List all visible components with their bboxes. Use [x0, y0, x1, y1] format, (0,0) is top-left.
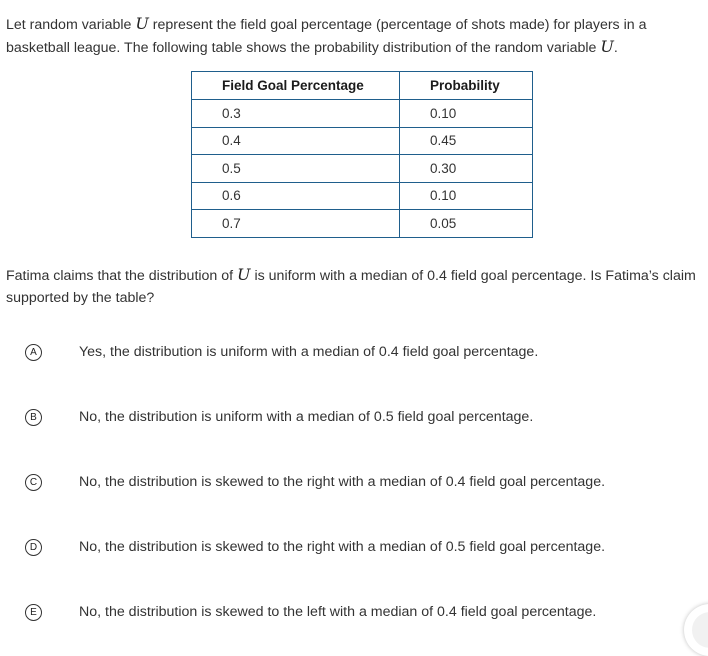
choice-letter-b-badge: B — [25, 409, 42, 426]
probability-cell: 0.10 — [400, 182, 533, 210]
choice-text-d: No, the distribution is skewed to the right with a median of 0.5 field goal percentage. — [79, 539, 606, 555]
question-stem — [6, 13, 706, 59]
claim-text-1: Fatima claims that the distribution of — [6, 268, 238, 284]
choice-text-a: Yes, the distribution is uniform with a median of 0.4 field goal percentage. — [79, 344, 539, 360]
answer-choice-b[interactable] — [0, 398, 708, 438]
choice-letter-a-badge: A — [25, 344, 42, 361]
choice-text-c: No, the distribution is skewed to the right with a median of 0.4 field goal percentage. — [79, 474, 606, 490]
probability-cell: 0.45 — [400, 127, 533, 155]
field-goal-percentage-cell: 0.3 — [192, 100, 400, 128]
answer-choice-e[interactable] — [0, 593, 708, 633]
field-goal-percentage-cell: 0.7 — [192, 210, 400, 238]
answer-choice-d[interactable] — [0, 528, 708, 568]
claim-text-2: is uniform with a median of 0.4 field goal percentage. Is Fatima’s claim supported by the table? — [6, 268, 696, 306]
table-row — [192, 182, 533, 210]
variable-u: U — [600, 37, 614, 56]
choice-text-b: No, the distribution is uniform with a median of 0.5 field goal percentage. — [79, 409, 534, 425]
field-goal-percentage-cell: 0.4 — [192, 127, 400, 155]
choice-letter-c-badge: C — [25, 474, 42, 491]
choice-letter-e-badge: E — [25, 604, 42, 621]
field-goal-percentage-cell: 0.5 — [192, 155, 400, 183]
choice-letter-d-badge: D — [25, 539, 42, 556]
answer-choice-a[interactable] — [0, 333, 708, 373]
choice-text-e: No, the distribution is skewed to the left with a median of 0.4 field goal percentage. — [79, 604, 597, 620]
field-goal-percentage-cell: 0.6 — [192, 182, 400, 210]
floating-button-icon — [692, 612, 708, 648]
table-row — [192, 210, 533, 238]
variable-u: U — [237, 265, 251, 284]
claim-question — [6, 264, 706, 309]
stem-text-1: Let random variable — [6, 17, 136, 33]
variable-u: U — [135, 14, 149, 33]
table-header-row — [192, 72, 533, 100]
column-header-field-goal-percentage: Field Goal Percentage — [192, 72, 400, 100]
stem-text-2: represent the field goal percentage (percentage of shots made) for players in a basketball league. The following table shows the probability distribution of the random variable — [6, 17, 647, 56]
table-row — [192, 100, 533, 128]
answer-choice-c[interactable] — [0, 463, 708, 503]
table-row — [192, 127, 533, 155]
probability-cell: 0.30 — [400, 155, 533, 183]
table-row — [192, 155, 533, 183]
probability-cell: 0.05 — [400, 210, 533, 238]
probability-distribution-table — [191, 71, 533, 238]
probability-cell: 0.10 — [400, 100, 533, 128]
column-header-probability: Probability — [400, 72, 533, 100]
stem-text-3: . — [613, 40, 618, 56]
